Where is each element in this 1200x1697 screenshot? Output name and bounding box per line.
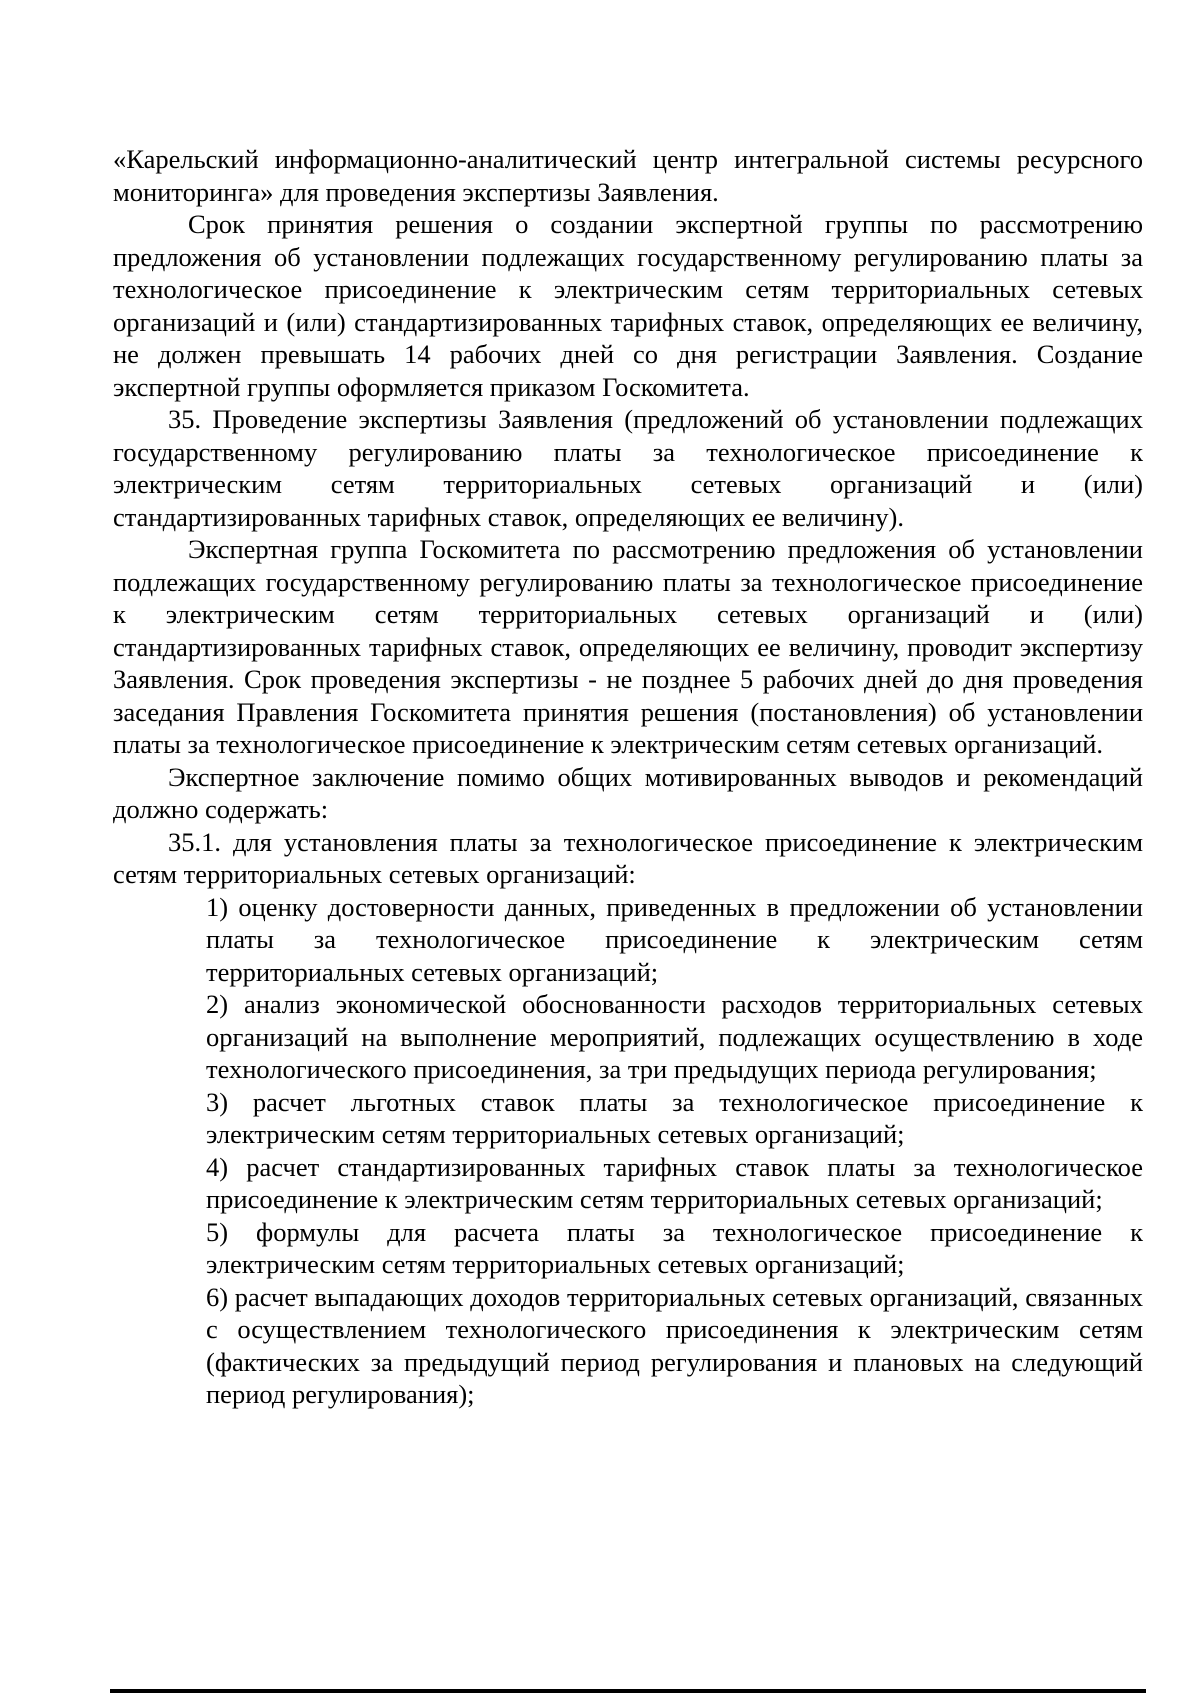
list-item-3: 3) расчет льготных ставок платы за технологическое присоединение к электрическим сетям территориальных сетевых организаций; — [206, 1086, 1143, 1149]
paragraph-expert-review: Экспертная группа Госкомитета по рассмотрению предложения об установлении подлежащих государственному регулированию платы за технологическое присоединение к электрическим сетям территориальных сетевых организаций и (или) стандартизированных тарифных ставок, определяющих ее величину, проводит экспертизу Заявления. Срок проведения экспертизы - не позднее 5 рабочих дней до дня проведения заседания Правления Госкомитета принятия решения (постановления) об установлении платы за технологическое присоединение к электрическим сетям сетевых организаций. — [113, 534, 1143, 759]
paragraph-expert-conclusion: Экспертное заключение помимо общих мотивированных выводов и рекомендаций должно содержать: — [113, 761, 1143, 824]
list-item-5: 5) формулы для расчета платы за технологическое присоединение к электрическим сетям территориальных сетевых организаций; — [206, 1216, 1143, 1279]
document-body — [113, 143, 1143, 1411]
list-item-6: 6) расчет выпадающих доходов территориальных сетевых организаций, связанных с осуществлением технологического присоединения к электрическим сетям (фактических за предыдущий период регулирования и плановых на следующий период регулирования); — [206, 1281, 1143, 1409]
list-item-1: 1) оценку достоверности данных, приведенных в предложении об установлении платы за технологическое присоединение к электрическим сетям территориальных сетевых организаций; — [206, 891, 1143, 987]
paragraph-section-35: 35. Проведение экспертизы Заявления (предложений об установлении подлежащих государственному регулированию платы за технологическое присоединение к электрическим сетям территориальных сетевых организаций и (или) стандартизированных тарифных ставок, определяющих ее величину). — [113, 404, 1143, 532]
list-item-2: 2) анализ экономической обоснованности расходов территориальных сетевых организаций на выполнение мероприятий, подлежащих осуществлению в ходе технологического присоединения, за три предыдущих периода регулирования; — [206, 989, 1143, 1084]
list-item-4: 4) расчет стандартизированных тарифных ставок платы за технологическое присоединение к электрическим сетям территориальных сетевых организаций; — [206, 1151, 1143, 1214]
paragraph-section-35-1: 35.1. для установления платы за технологическое присоединение к электрическим сетям территориальных сетевых организаций: — [113, 826, 1143, 889]
paragraph-expert-group-deadline: Срок принятия решения о создании экспертной группы по рассмотрению предложения об установлении подлежащих государственному регулированию платы за технологическое присоединение к электрическим сетям территориальных сетевых организаций и (или) стандартизированных тарифных ставок, определяющих ее величину, не должен превышать 14 рабочих дней со дня регистрации Заявления. Создание экспертной группы оформляется приказом Госкомитета. — [113, 209, 1143, 402]
footer-divider — [110, 1689, 1146, 1693]
paragraph-continuation: «Карельский информационно-аналитический центр интегральной системы ресурсного мониторинга» для проведения экспертизы Заявления. — [113, 144, 1143, 207]
